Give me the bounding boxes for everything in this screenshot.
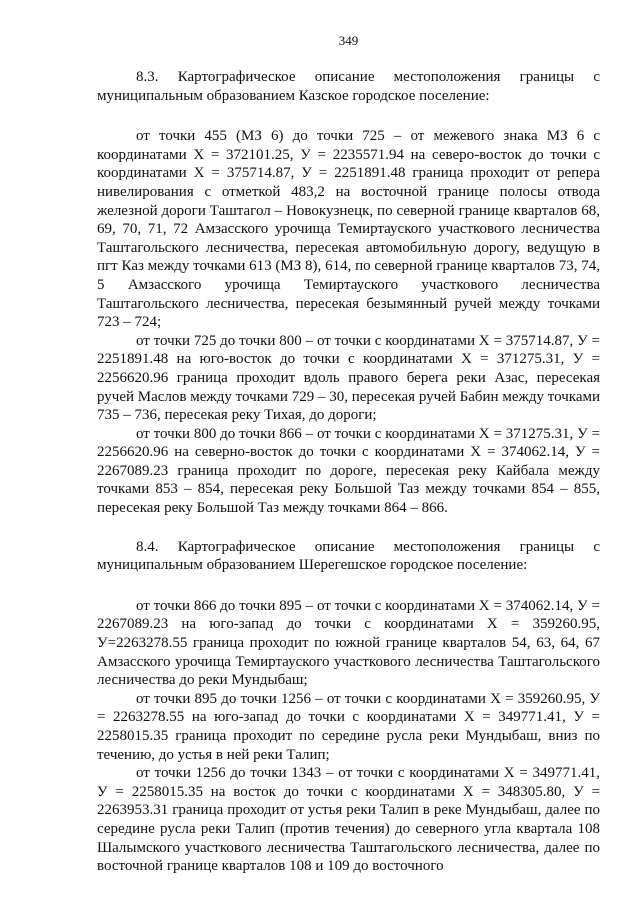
- section-8-4: [97, 538, 600, 876]
- section-heading: 8.4. Картографическое описание местоположения границы с муниципальным образованием Шерегешское городское поселение:: [97, 538, 600, 574]
- spacer: [97, 575, 600, 597]
- section-heading: 8.3. Картографическое описание местоположения границы с муниципальным образованием Казское городское поселение:: [97, 69, 600, 104]
- paragraph: от точки 866 до точки 895 – от точки с координатами Х = 374062.14, У = 2267089.23 на юго-запад до точки с координатами Х = 359260.95, У=2263278.55 граница проходит по южной границе кварталов 54, 63, 64, 67 Амзасского урочища Темиртауского участкового лесничества Таштагольского лесничества до реки Мундыбаш;: [97, 597, 600, 689]
- paragraph: от точки 800 до точки 866 – от точки с координатами Х = 371275.31, У = 2256620.96 на северно-восток до точки с координатами Х = 374062.14, У = 2267089.23 граница проходит по дороге, пересекая реку Кайбала между точками 853 – 854, пересекая реку Большой Таз между точками 854 – 855, пересекая реку Большой Таз между точками 864 – 866.: [97, 425, 600, 517]
- paragraph: от точки 455 (МЗ 6) до точки 725 – от межевого знака МЗ 6 с координатами Х = 372101.25, У = 2235571.94 на северо-восток до точки с координатами Х = 375714.87, У = 2251891.48 граница проходит от репера нивелирования с отметкой 483,2 на восточной границе полосы отвода железной дороги Таштагол – Новокузнецк, по северной границе кварталов 68, 69, 70, 71, 72 Амзасского урочища Темиртауского участкового лесничества Таштагольского лесничества, пересекая автомобильную дорогу, ведущую в пгт Каз между точками 613 (МЗ 8), 614, по северной границе кварталов 73, 74, 5 Амзасского урочища Темиртауского участкового лесничества Таштагольского лесничества, пересекая безымянный ручей между точками 723 – 724;: [97, 128, 600, 331]
- paragraph: от точки 895 до точки 1256 – от точки с координатами Х = 359260.95, У = 2263278.55 на юго-запад до точки с координатами Х = 349771.41, У = 2258015.35 граница проходит по середине русла реки Мундыбаш, вниз по течению, до устья в ней реки Талип;: [97, 690, 600, 763]
- spacer: [97, 105, 600, 127]
- paragraph: от точки 725 до точки 800 – от точки с координатами Х = 375714.87, У = 2251891.48 на юго-восток до точки с координатами Х = 371275.31, У = 2256620.96 граница проходит вдоль правого берега реки Азас, пересекая ручей Маслов между точками 729 – 30, пересекая ручей Бабин между точками 735 – 736, пересекая реку Тихая, до дороги;: [97, 332, 600, 424]
- section-8-3: [97, 68, 600, 518]
- spacer: [97, 518, 600, 538]
- paragraph: от точки 1256 до точки 1343 – от точки с координатами Х = 349771.41, У = 2258015.35 на восток до точки с координатами Х = 348305.80, У = 2263953.31 граница проходит от устья реки Талип в реке Мундыбаш, далее по середине русла реки Талип (против течения) до северного угла квартала 108 Шалымского участкового лесничества Таштагольского лесничества, далее по восточной границе кварталов 108 и 109 до восточного: [97, 765, 600, 875]
- page-number: 349: [338, 33, 359, 48]
